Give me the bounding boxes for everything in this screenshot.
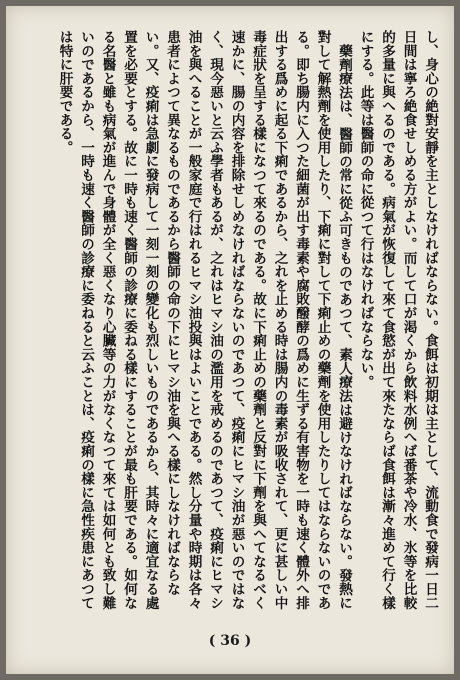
paragraph-diet: し、身心の絶對安靜を主としなければならない。食餌は初期は主として、流動食で發病一日二日間は寧ろ絶食せしめる方がよい。而して口が渇くから飲料水例へば番茶や冷水、氷等を比較的多量に與へるのである。病氣が恢復して來て食慾が出て來たならば食餌は漸々進めて行く樣にする。此等は醫師の命に從つて行はなければならない。 [357,30,438,610]
body-text [20,30,440,610]
page-number: ( 36 ) [208,633,252,649]
book-page [6,6,454,674]
paragraph-medication: 藥劑療法は、醫師の常に從ふ可きものであつて、素人療法は避けなければならない。發熱に對して解熱劑を使用したり、下痢に對して下痢止めの藥劑を使用したりしてはならないのである。即ち腸内に入つた細菌が出す毒素や腐敗醱酵の爲めに生ずる有害物を一時も速く體外へ排出する爲めに起る下痢であるから、之れを止める時は腸内の毒素が吸收されて、更に甚しい中毒症狀を呈する樣になつて來るのである。故に下痢止めの藥劑と反對に下劑を與へてなるべく速かに、腸の内容を排除せしめなければならないのであつて、疫痢にヒマシ油が惡いのではなく、現今惡いと云ふ學者もあるが、之れはヒマシ油の濫用を戒めるのであつて、疫痢にヒマシ油を與へることが一般家庭で行はれるヒマシ油投與はよいことである。然し分量や時期は各々患者によつて異なるものであるから醫師の命の下にヒマシ油を與へる樣にしなければならない。又、疫痢は急劇に發病して一刻一刻の變化も烈しいものであるから、其時々に適宜なる處置を必要とする。故に一時も速く醫師の診療に委ねる樣にすることが最も肝要である。如何なる名醫と雖も病氣が進んで身體が全く惡くなり心臟等の力がなくなつて來ては如何とも致し難いのであるから、一時も速く醫師の診療に委ねると云ふことは、疫痢の樣に急性疾患にあつては特に肝要である。 [56,30,352,610]
